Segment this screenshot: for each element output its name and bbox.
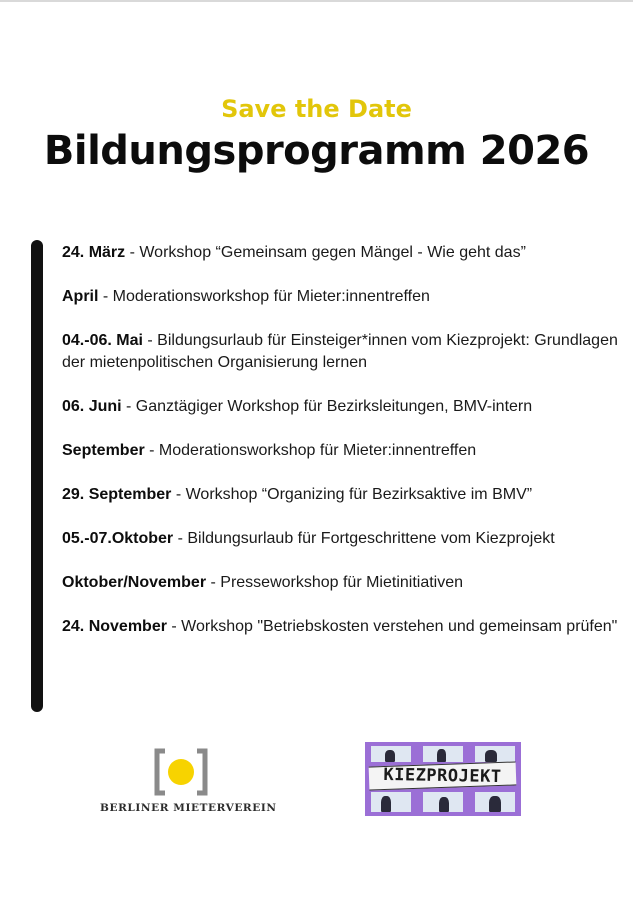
event-list [62,242,622,660]
kiezprojekt-banner [369,761,517,790]
event-item [62,242,622,264]
event-description: - Presseworkshop für Mietinitiativen [206,574,464,591]
event-item [62,440,622,462]
kiezprojekt-logo-text: KIEZPROJEKT [383,764,502,788]
timeline-bar [31,240,43,712]
event-date: April [62,288,99,305]
bmv-logo-text: BERLINER MIETERVEREIN [100,802,277,814]
event-date: Oktober/November [62,574,207,591]
berliner-mieterverein-logo [100,748,277,818]
event-date: 06. Juni [62,398,122,415]
kiez-person-figure [385,750,395,762]
event-item [62,572,622,594]
event-item [62,616,622,638]
event-date: 05.-07.Oktober [62,530,174,547]
event-date: September [62,442,145,459]
bmv-logo-icon [153,748,209,796]
event-date: 24. November [62,618,167,635]
save-the-date-kicker: Save the Date [221,95,412,123]
event-description: - Moderationsworkshop für Mieter:innentreffen [144,442,477,459]
page-title: Bildungsprogramm 2026 [43,128,590,174]
event-description: - Moderationsworkshop für Mieter:innentreffen [98,288,430,305]
event-item [62,528,622,550]
kiez-person-figure [489,796,501,812]
event-date: 24. März [62,244,126,261]
event-date: 29. September [62,486,172,503]
event-description: - Bildungsurlaub für Einsteiger*innen vom Kiezprojekt: Grundlagen der mietenpolitischen Organisierung lernen [62,332,618,371]
event-description: - Workshop “Organizing für Bezirksaktive im BMV” [171,486,533,503]
kiezprojekt-logo [365,742,521,816]
kiez-person-figure [437,749,446,762]
event-item [62,396,622,418]
kiez-person-figure [485,750,497,762]
top-divider [0,0,633,2]
event-item [62,286,622,308]
event-description: - Bildungsurlaub für Fortgeschrittene vom Kiezprojekt [173,530,555,547]
event-date: 04.-06. Mai [62,332,143,349]
kiez-window [371,792,411,812]
kiez-person-figure [381,796,391,812]
event-description: - Workshop “Gemeinsam gegen Mängel - Wie geht das” [125,244,526,261]
event-item [62,484,622,506]
kiez-person-figure [439,797,449,812]
event-description: - Ganztägiger Workshop für Bezirksleitungen, BMV-intern [121,398,533,415]
event-item [62,330,622,374]
event-description: - Workshop "Betriebskosten verstehen und gemeinsam prüfen" [166,618,618,635]
